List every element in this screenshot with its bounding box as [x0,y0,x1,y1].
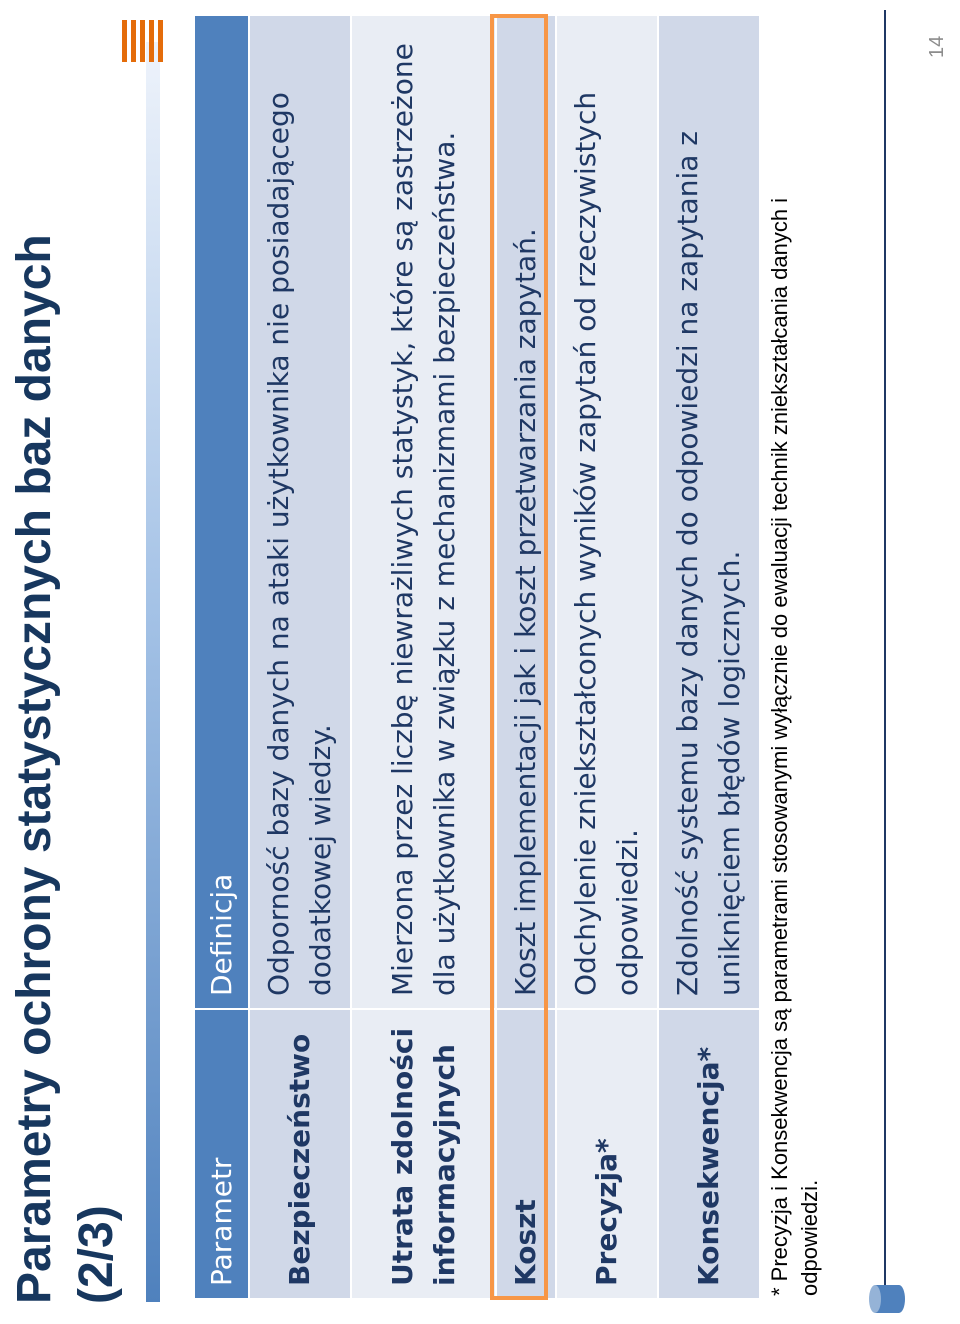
navigation-line [884,10,886,1300]
parameters-table [193,14,761,1300]
row-parameter: Utrata zdolności informacyjnych [351,1009,496,1299]
row-parameter: Koszt [496,1009,556,1299]
row-definition: Odchylenie zniekształconych wyników zapytań od rzeczywistych odpowiedzi. [556,15,658,1009]
logo-bars-icon [122,16,174,62]
slide-title: Parametry ochrony statystycznych baz danych (2/3) [8,234,123,1304]
footnote: * Precyzja i Konsekwencja są parametrami stosowanymi wyłącznie do ewaluacji technik zniekształcania danych i odpowiedzi. [767,197,822,1296]
page-number: 14 [926,35,948,58]
row-parameter: Precyzja* [556,1009,658,1299]
table-row [249,15,351,1299]
table-row [658,15,760,1299]
database-cylinder-icon [868,1284,906,1314]
decorative-gradient-bar [146,42,160,1302]
header-parameter: Parametr [194,1009,249,1299]
table-row [351,15,496,1299]
row-parameter: Konsekwencja* [658,1009,760,1299]
table-row [556,15,658,1299]
table-header-row [194,15,249,1299]
row-parameter: Bezpieczeństwo [249,1009,351,1299]
row-definition: Odporność bazy danych na ataki użytkownika nie posiadającego dodatkowej wiedzy. [249,15,351,1009]
row-definition: Zdolność systemu bazy danych do odpowiedzi na zapytania z uniknięciem błędów logicznych. [658,15,760,1009]
row-definition: Koszt implementacji jak i koszt przetwarzania zapytań. [496,15,556,1009]
table-row-highlighted [496,15,556,1299]
header-definition: Definicja [194,15,249,1009]
row-definition: Mierzona przez liczbę niewrażliwych statystyk, które są zastrzeżone dla użytkownika w związku z mechanizmami bezpieczeństwa. [351,15,496,1009]
